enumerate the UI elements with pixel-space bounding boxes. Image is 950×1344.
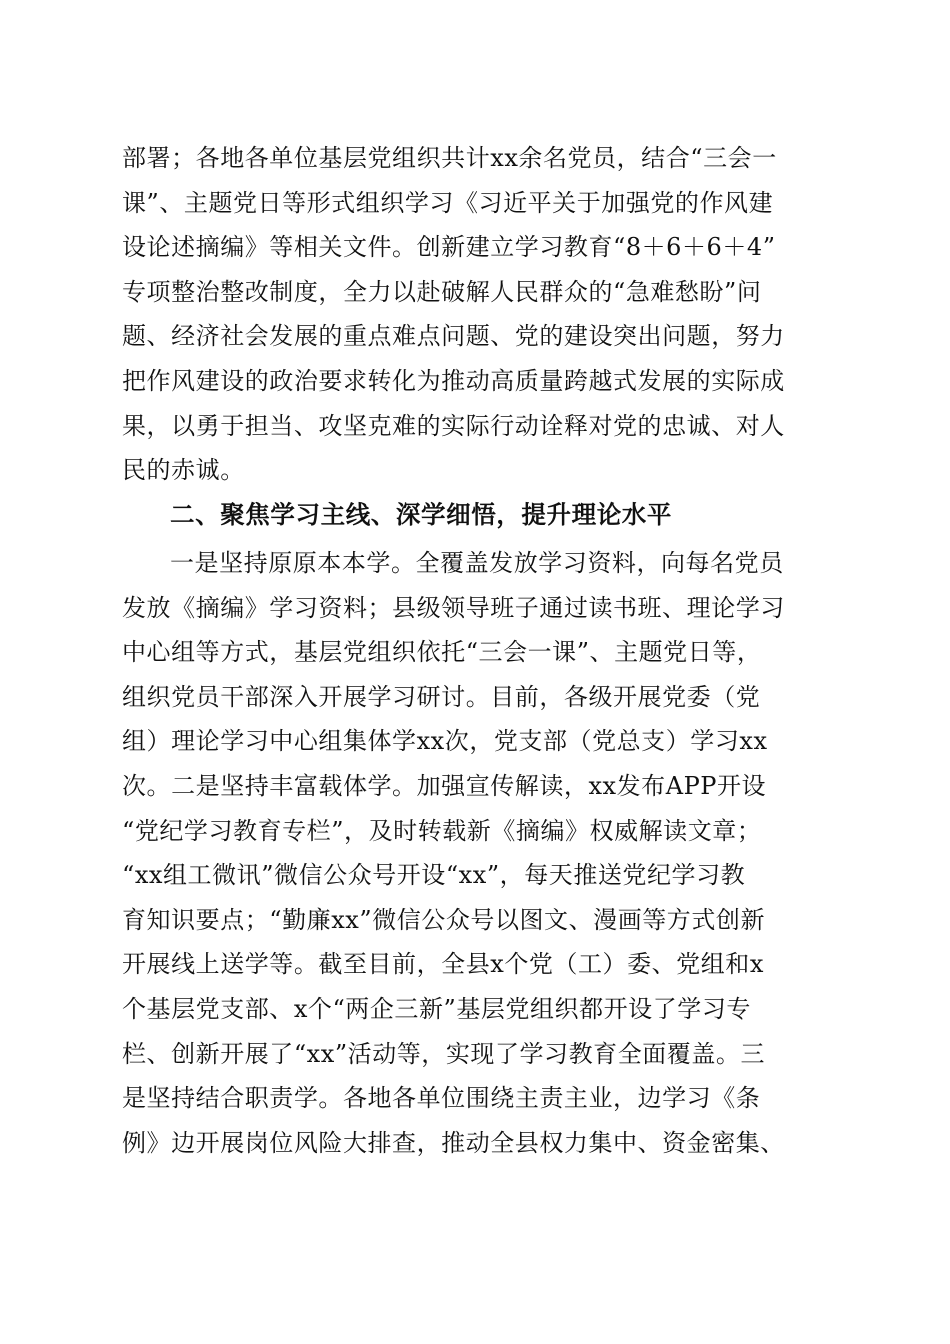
paragraph-section-two bbox=[122, 541, 828, 1165]
text-line: 组）理论学习中心组集体学xx次，党支部（党总支）学习xx bbox=[122, 727, 768, 756]
text-line: 设论述摘编》等相关文件。创新建立学习教育“8＋6＋6＋4” bbox=[122, 233, 776, 262]
text-line: 把作风建设的政治要求转化为推动高质量跨越式发展的实际成 bbox=[122, 366, 785, 395]
text-line: 是坚持结合职责学。各地各单位围绕主责主业，边学习《条 bbox=[122, 1084, 761, 1113]
text-line: 课”、主题党日等形式组织学习《习近平关于加强党的作风建 bbox=[122, 188, 774, 217]
section-heading: 二、聚焦学习主线、深学细悟，提升理论水平 bbox=[170, 500, 672, 529]
text-line: 题、经济社会发展的重点难点问题、党的建设突出问题，努力 bbox=[122, 322, 785, 351]
text-line: 发放《摘编》学习资料；县级领导班子通过读书班、理论学习 bbox=[122, 593, 785, 622]
text-line: 部署；各地各单位基层党组织共计xx余名党员，结合“三会一 bbox=[122, 144, 777, 172]
text-line: 育知识要点；“勤廉xx”微信公众号以图文、漫画等方式创新 bbox=[122, 905, 766, 934]
text-line: 一是坚持原原本本学。全覆盖发放学习资料，向每名党员 bbox=[170, 549, 784, 577]
text-line: 次。二是坚持丰富载体学。加强宣传解读，xx发布APP开设 bbox=[122, 771, 767, 800]
text-line: 中心组等方式，基层党组织依托“三会一课”、主题党日等， bbox=[122, 638, 762, 667]
text-line: 例》边开展岗位风险大排查，推动全县权力集中、资金密集、 bbox=[122, 1128, 785, 1157]
text-line: 开展线上送学等。截至目前，全县x个党（工）委、党组和x bbox=[122, 950, 764, 979]
text-line: 个基层党支部、x个“两企三新”基层党组织都开设了学习专 bbox=[122, 994, 751, 1023]
text-line: 组织党员干部深入开展学习研讨。目前，各级开展党委（党 bbox=[122, 682, 761, 711]
text-line: 民的赤诚。 bbox=[122, 456, 245, 485]
text-line: “xx组工微讯”微信公众号开设“xx”，每天推送党纪学习教 bbox=[122, 861, 746, 890]
paragraph-continued bbox=[122, 136, 828, 493]
text-line: “党纪学习教育专栏”，及时转载新《摘编》权威解读文章； bbox=[122, 816, 762, 845]
text-line: 专项整治整改制度，全力以赴破解人民群众的“急难愁盼”问 bbox=[122, 277, 762, 306]
text-line: 果，以勇于担当、攻坚克难的实际行动诠释对党的忠诚、对人 bbox=[122, 411, 785, 440]
text-line: 栏、创新开展了“xx”活动等，实现了学习教育全面覆盖。三 bbox=[122, 1039, 766, 1068]
